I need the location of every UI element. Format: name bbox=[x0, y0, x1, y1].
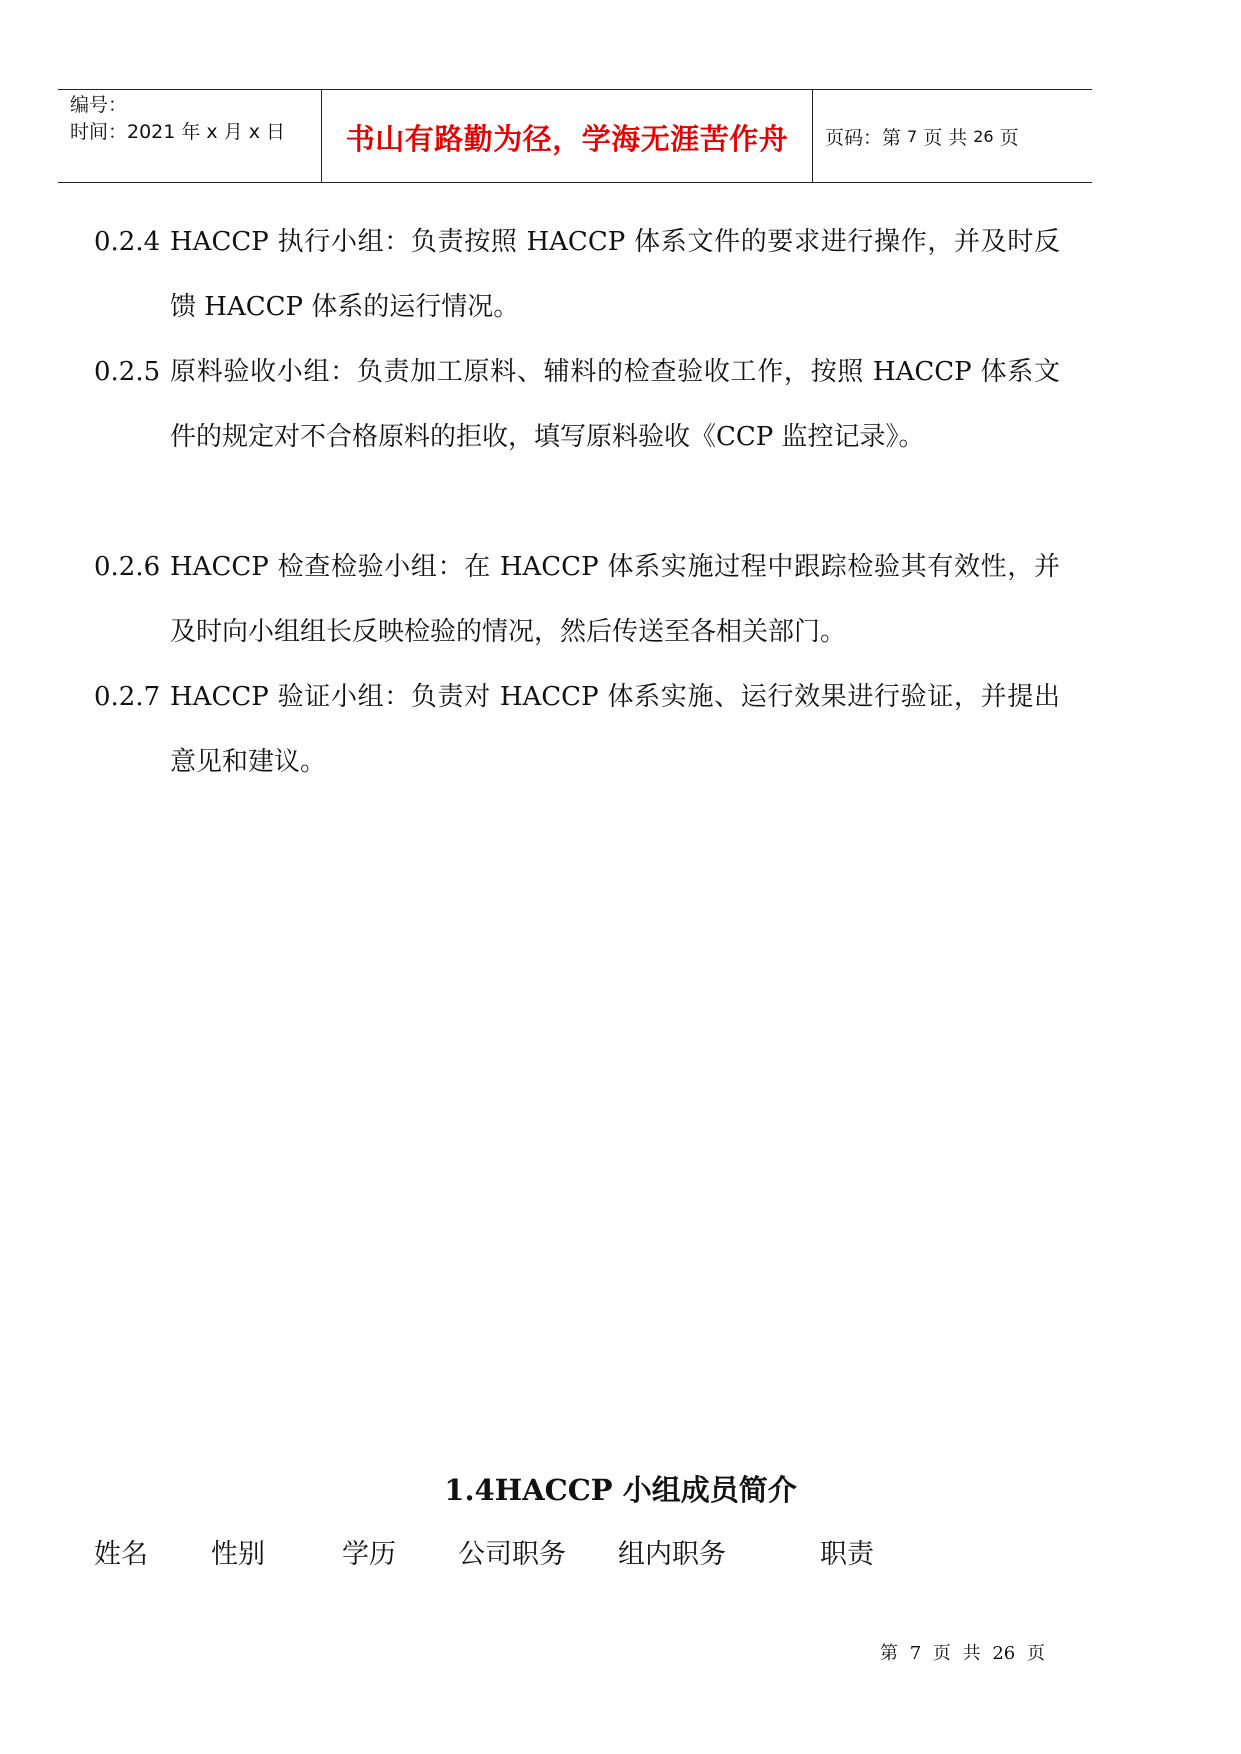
header-motto: 书山有路勤为径，学海无涯苦作舟 bbox=[345, 121, 789, 156]
header-left-cell bbox=[58, 90, 322, 182]
paragraph-text: HACCP 验证小组：负责对 HACCP 体系实施、运行效果进行验证，并提出意见和建议。 bbox=[170, 682, 1060, 777]
paragraph-number: 0.2.4 bbox=[94, 227, 161, 257]
paragraph-0-2-5 bbox=[94, 340, 1064, 470]
table-header-gender: 性别 bbox=[211, 1539, 265, 1570]
document-number-label: 编号： bbox=[70, 94, 128, 116]
paragraph-text: HACCP 执行小组：负责按照 HACCP 体系文件的要求进行操作，并及时反馈 HACCP 体系的运行情况。 bbox=[170, 227, 1060, 322]
paragraph-0-2-4 bbox=[94, 210, 1064, 340]
page-mid: 页 共 bbox=[923, 126, 968, 149]
paragraph-text: 原料验收小组：负责加工原料、辅料的检查验收工作，按照 HACCP 体系文件的规定对不合格原料的拒收，填写原料验收《CCP 监控记录》。 bbox=[170, 357, 1060, 452]
table-header-group-position: 组内职务 bbox=[618, 1539, 726, 1570]
paragraph-number: 0.2.7 bbox=[94, 682, 161, 712]
header-motto-cell bbox=[322, 90, 813, 182]
table-header-education: 学历 bbox=[342, 1539, 396, 1570]
table-header-name: 姓名 bbox=[94, 1539, 148, 1570]
page-current: 7 bbox=[907, 126, 918, 146]
section-title bbox=[0, 1468, 1241, 1509]
page-suffix: 页 bbox=[999, 126, 1019, 149]
paragraph-number: 0.2.5 bbox=[94, 357, 161, 387]
table-header-company-position: 公司职务 bbox=[458, 1539, 566, 1570]
page-total: 26 bbox=[973, 126, 994, 146]
table-header-duties: 职责 bbox=[820, 1539, 874, 1570]
paragraph-0-2-6 bbox=[94, 535, 1064, 665]
page-header bbox=[58, 89, 1092, 183]
paragraph-text: HACCP 检查检验小组：在 HACCP 体系实施过程中跟踪检验其有效性，并及时向小组组长反映检验的情况，然后传送至各相关部门。 bbox=[170, 552, 1060, 647]
header-page-cell bbox=[813, 90, 1092, 182]
page-footer: 第 7 页 共 26 页 bbox=[880, 1643, 1045, 1664]
section-title-text: 1.4HACCP 小组成员简介 bbox=[444, 1473, 797, 1507]
paragraph-number: 0.2.6 bbox=[94, 552, 161, 582]
document-time-label: 时间：2021 年 x 月 x 日 bbox=[70, 121, 286, 143]
page-prefix: 页码：第 bbox=[825, 126, 902, 149]
paragraph-0-2-7 bbox=[94, 665, 1064, 795]
